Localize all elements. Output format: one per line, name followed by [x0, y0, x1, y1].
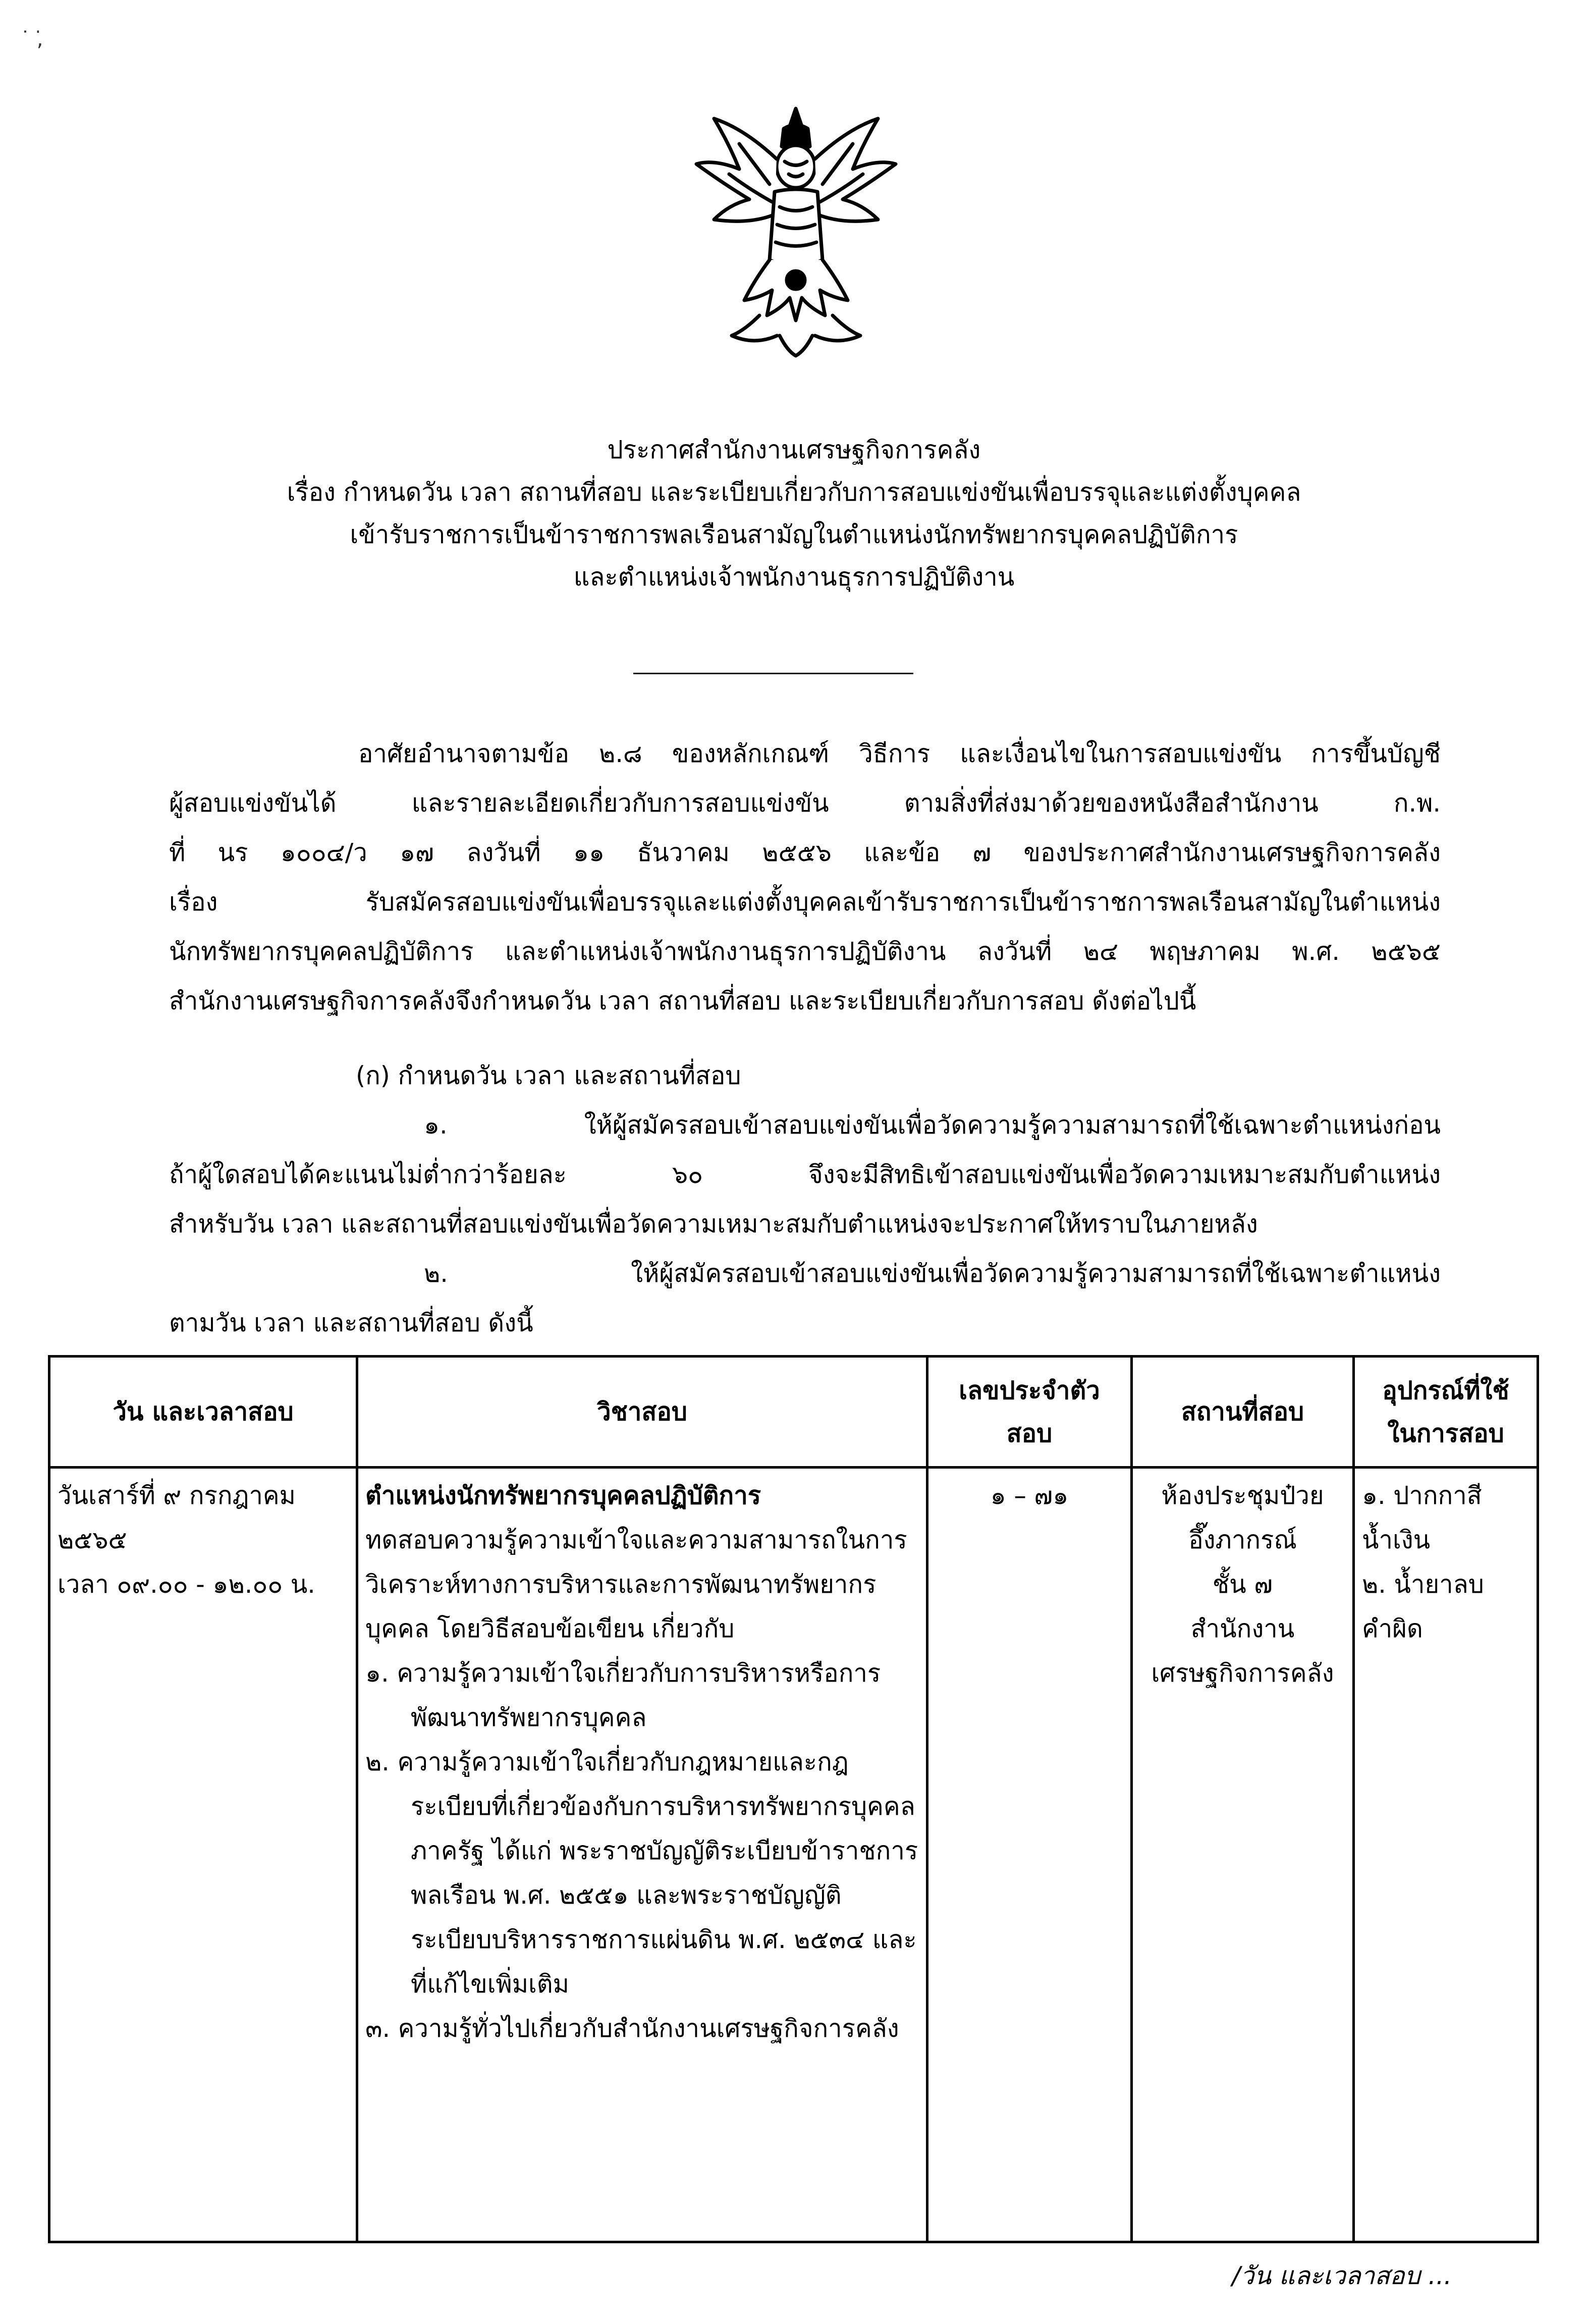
intro-paragraph	[169, 729, 1441, 1026]
section-a-item1-line: ๑. ให้ผู้สมัครสอบเข้าสอบแข่งขันเพื่อวัดความรู้ความสามารถที่ใช้เฉพาะตำแหน่งก่อน	[424, 1111, 1441, 1140]
cell-number-range	[927, 1468, 1132, 2242]
section-a-heading: (ก) กำหนดวัน เวลา และสถานที่สอบ	[356, 1061, 741, 1090]
cell-date	[49, 1468, 357, 2242]
subject-line-1: เรื่อง กำหนดวัน เวลา สถานที่สอบ และระเบียบเกี่ยวกับการสอบแข่งขันเพื่อบรรจุและแต่งตั้งบุคคล	[287, 478, 1301, 507]
section-a	[169, 1051, 1441, 1348]
intro-line: สำนักงานเศรษฐกิจการคลังจึงกำหนดวัน เวลา สถานที่สอบ และระเบียบเกี่ยวกับการสอบ ดังต่อไปนี้	[169, 987, 1196, 1015]
header-equipment-line: อุปกรณ์ที่ใช้	[1382, 1376, 1509, 1405]
intro-line: ที่ นร ๑๐๐๔/ว ๑๗ ลงวันที่ ๑๑ ธันวาคม ๒๕๕๖ และข้อ ๗ ของประกาศสำนักงานเศรษฐกิจการคลัง	[169, 838, 1441, 867]
equipment-line: ๑. ปากกาสี	[1362, 1481, 1482, 1510]
announcement-header	[0, 429, 1588, 599]
subject-line-2: เข้ารับราชการเป็นข้าราชการพลเรือนสามัญในตำแหน่งนักทรัพยากรบุคคลปฏิบัติการ	[350, 520, 1238, 549]
header-equipment	[1354, 1357, 1538, 1468]
equipment-line: น้ำเงิน	[1362, 1526, 1431, 1554]
cell-subject	[357, 1468, 927, 2242]
section-a-item2-line: ตามวัน เวลา และสถานที่สอบ ดังนี้	[169, 1309, 533, 1337]
subject-description: ทดสอบความรู้ความเข้าใจและความสามารถในการวิเคราะห์ทางการบริหารและการพัฒนาทรัพยากรบุคคล โดยวิธีสอบข้อเขียน เกี่ยวกับ	[365, 1526, 907, 1643]
time-line: เวลา ๐๙.๐๐ - ๑๒.๐๐ น.	[58, 1570, 315, 1599]
date-line: วันเสาร์ที่ ๙ กรกฎาคม	[58, 1481, 296, 1510]
intro-line: ผู้สอบแข่งขันได้ และรายละเอียดเกี่ยวกับการสอบแข่งขัน ตามสิ่งที่ส่งมาด้วยของหนังสือสำนักงาน ก.พ.	[169, 789, 1441, 818]
header-date: วัน และเวลาสอบ	[49, 1357, 357, 1468]
number-range: ๑ – ๗๑	[990, 1481, 1069, 1510]
subject-line-3: และตำแหน่งเจ้าพนักงานธุรการปฏิบัติงาน	[573, 563, 1015, 591]
table-header-row	[49, 1357, 1538, 1468]
cell-place	[1132, 1468, 1354, 2242]
header-equipment-line: ในการสอบ	[1387, 1419, 1504, 1448]
section-a-item1-line: ถ้าผู้ใดสอบได้คะแนนไม่ต่ำกว่าร้อยละ ๖๐ จึงจะมีสิทธิเข้าสอบแข่งขันเพื่อวัดความเหมาะสมกับตำแหน่ง	[169, 1160, 1441, 1189]
issuer-title: ประกาศสำนักงานเศรษฐกิจการคลัง	[607, 436, 981, 464]
date-line: ๒๕๖๕	[58, 1526, 127, 1554]
table-row	[49, 1468, 1538, 2242]
place-line: ชั้น ๗	[1212, 1570, 1273, 1599]
exam-schedule-table	[48, 1355, 1539, 2243]
subject-item: ๒. ความรู้ความเข้าใจเกี่ยวกับกฎหมายและกฎระเบียบที่เกี่ยวข้องกับการบริหารทรัพยากรบุคคลภาครัฐ ได้แก่ พระราชบัญญัติระเบียบข้าราชการพลเรือน พ.ศ. ๒๕๕๑ และพระราชบัญญัติระเบียบบริหารราชการแผ่นดิน พ.ศ. ๒๕๓๔ และที่แก้ไขเพิ่มเติม	[365, 1748, 918, 1998]
section-a-item2-line: ๒. ให้ผู้สมัครสอบเข้าสอบแข่งขันเพื่อวัดความรู้ความสามารถที่ใช้เฉพาะตำแหน่ง	[424, 1259, 1441, 1288]
header-number	[927, 1357, 1132, 1468]
place-line: อึ๊งภากรณ์	[1188, 1526, 1297, 1554]
garuda-emblem-icon	[684, 98, 908, 366]
equipment-line: คำผิด	[1362, 1614, 1423, 1643]
subject-item: ๓. ความรู้ทั่วไปเกี่ยวกับสำนักงานเศรษฐกิจการคลัง	[365, 2014, 899, 2043]
scan-mark: ˙ ,̇	[20, 28, 43, 51]
intro-line: อาศัยอำนาจตามข้อ ๒.๘ ของหลักเกณฑ์ วิธีการ และเงื่อนไขในการสอบแข่งขัน การขึ้นบัญชี	[358, 739, 1441, 768]
cell-equipment	[1354, 1468, 1538, 2242]
header-place: สถานที่สอบ	[1132, 1357, 1354, 1468]
intro-line: เรื่อง รับสมัครสอบแข่งขันเพื่อบรรจุและแต่งตั้งบุคคลเข้ารับราชการเป็นข้าราชการพลเรือนสามัญในตำแหน่ง	[169, 888, 1441, 916]
intro-line: นักทรัพยากรบุคคลปฏิบัติการ และตำแหน่งเจ้าพนักงานธุรการปฏิบัติงาน ลงวันที่ ๒๔ พฤษภาคม พ.ศ. ๒๕๖๕	[169, 937, 1441, 966]
subject-title: ตำแหน่งนักทรัพยากรบุคคลปฏิบัติการ	[365, 1481, 761, 1510]
header-subject: วิชาสอบ	[357, 1357, 927, 1468]
section-a-item1-line: สำหรับวัน เวลา และสถานที่สอบแข่งขันเพื่อวัดความเหมาะสมกับตำแหน่งจะประกาศให้ทราบในภายหลัง	[169, 1210, 1258, 1238]
continuation-footer: /วัน และเวลาสอบ ...	[1232, 2261, 1452, 2290]
header-divider	[633, 673, 913, 674]
place-line: เศรษฐกิจการคลัง	[1151, 1659, 1334, 1688]
header-number-line: เลขประจำตัว	[959, 1376, 1100, 1405]
header-number-line: สอบ	[1006, 1419, 1053, 1448]
place-line: ห้องประชุมป๋วย	[1161, 1481, 1324, 1510]
place-line: สำนักงาน	[1190, 1614, 1295, 1643]
subject-item: ๑. ความรู้ความเข้าใจเกี่ยวกับการบริหารหรือการพัฒนาทรัพยากรบุคคล	[365, 1659, 881, 1732]
equipment-line: ๒. น้ำยาลบ	[1362, 1570, 1484, 1599]
